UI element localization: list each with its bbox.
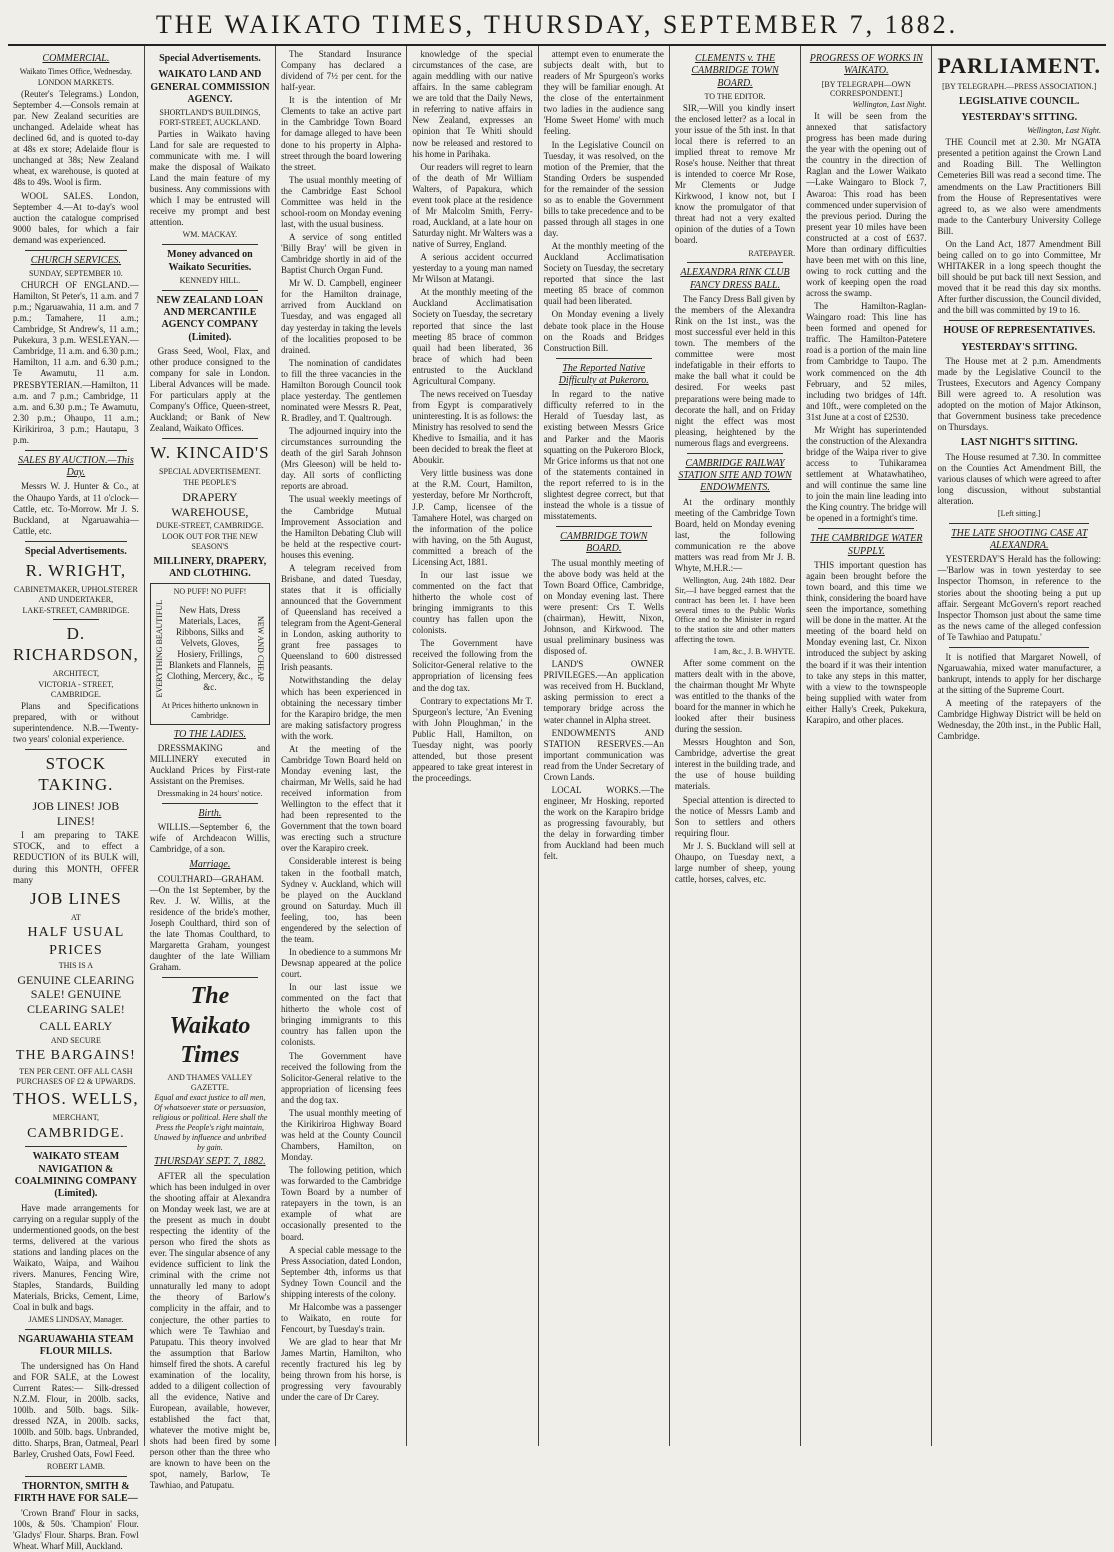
divider	[162, 244, 258, 245]
divider	[162, 803, 258, 804]
letter-body: SIR,—Will you kindly insert the enclosed letter? as a local in your issue of the 5th inst. In that local there is referred to an implied threat to remove Mr Rose's house. Neither that threat is intended to coerce Mr Rose, Mr Clements or Judge Kirkwood, I know not, but I know the promulgator of that threat had not a very exalted opinion of the duties of a Town board.	[674, 102, 796, 246]
new-goods: New Hats, Dress Materials, Laces, Ribbons, Silks and Velvets, Gloves, Hosiery, Frillings, Blankets and Flannels, Clothing, Mercery, &c., &c.	[166, 604, 253, 693]
cable-item: A special cable message to the Press Association, dated London, September 4th, informs us that Sydney Town Council and the shipping interests of the colony.	[281, 1244, 402, 1299]
buckland-item: Mr J. S. Buckland will sell at Ohaupo, on Tuesday next, a large number of sheep, young cattle, horses, calves, etc.	[674, 840, 796, 884]
column-3	[276, 46, 407, 1446]
water-body: THIS important question has again been brought before the town board, and this time we think, considering the board have seen the importance, something will be done in the matter. At the meeting of the board held on Monday evening last, Cr. Nixon introduced the subject by asking the board if it was their intention to take any steps in this matter, with a view to the townspeople being supplied with water from either Hally's Creek, Pukekura, Karapiro, and other places.	[806, 559, 927, 725]
progress-dateline: Wellington, Last Night.	[852, 100, 927, 110]
wells-town: CAMBRIDGE.	[27, 1126, 125, 1142]
meeting-item: At the monthly meeting of the Auckland Acclimatisation Society on Tuesday, the secretary reported that since the last meeting 85 brace of common quail had been liberated, 36 brace of which had been entrusted to the Auckland Agricultural Company.	[412, 287, 533, 386]
motto: Equal and exact justice to all men, Of whatsoever state or persuasion, religious or political. Here shall the Press the People's right maintain, Unawed by influence and unbribed by gain.	[152, 1093, 268, 1152]
wells-name: THOS. WELLS,	[13, 1089, 139, 1109]
prices-note: At Prices hitherto unknown in Cambridge.	[161, 700, 259, 720]
lc-heading: LEGISLATIVE COUNCIL.	[959, 95, 1080, 107]
nzlm-body: Grass Seed, Wool, Flax, and other produce consigned to the company for sale in London. Liberal Advances will be made. For particulars apply at the Company's Office, Queen-street, Auckland; or Bank of New Zealand, Waikato Offices.	[149, 345, 271, 434]
job-lines: JOB LINES	[30, 888, 122, 908]
special-ads-heading: Special Advertisements.	[159, 53, 261, 64]
thornton-body: 'Crown Brand' Flour in sacks, 100s, & 50s. 'Champion' Flour. 'Gladys' Flour. Sharps. Bran. Fowl Wheat. Wharf Mill, Auckland.	[13, 1507, 139, 1551]
adjourned-item: The adjourned inquiry into the circumstances surrounding the death of the girl Sarah Johnson (Mrs Gleeson) will be held to-day. All sorts of conflicting reports are abroad.	[281, 426, 402, 492]
kennedy-hill: KENNEDY HILL.	[179, 275, 241, 285]
divider	[25, 1146, 127, 1147]
nowell-item: It is notified that Margaret Nowell, of Ngaruawahia, mixed water manufacturer, a bankrupt, intends to apply for her discharge at the sitting of the Supreme Court.	[937, 651, 1102, 696]
ladies-heading: TO THE LADIES.	[173, 728, 247, 740]
hughes-item: Messrs Houghton and Son, Cambridge, advertise the great interest in the building trade, and the use of house building materials.	[674, 737, 796, 792]
divider	[556, 526, 652, 527]
by-telegraph: [BY TELEGRAPH.—PRESS ASSOCIATION.]	[942, 82, 1097, 92]
divider	[53, 619, 99, 620]
richardson-body: Plans and Specifications prepared, with or without superintendence. N.B.—Twenty-two years' colonial experience.	[13, 700, 139, 744]
call-early: CALL EARLY	[39, 1018, 113, 1033]
delay-item: Notwithstanding the delay which has been experienced in obtaining the necessary timber for the Karapiro bridge, the men are making satisfactory progress with the work.	[281, 675, 402, 741]
birth-body: WILLIS.—September 6, the wife of Archdeacon Willis, Cambridge, of a son.	[149, 822, 271, 855]
and-secure: AND SECURE	[50, 1035, 101, 1045]
duke-street: DUKE-STREET, CAMBRIDGE.	[156, 521, 264, 531]
last-night-body: The House resumed at 7.30. In committee on the Counties Act Amendment Bill, the various clauses of which were agreed to after long discussion, without substantial alteration.	[937, 451, 1102, 506]
editorial: AFTER all the speculation which has been indulged in over the shooting affair at Alexandra on Monday week last, we are at the present as much in doubt respecting the identity of the person who fired the shots as ever. The singular absence of any evidence sufficient to link the criminal with the crime not unnaturally led many to adopt the theory of Barlow's complicity in the affair, and to conjecture, the other parties to which were Te Tawhiao and Patupatu. This theory involved the assumption that Barlow himself fired the shots. A careful examination of the locality, added to a diligent collection of all the evidence, Native and European, available, however, established the fact that, whatever the motive might be, shots had been fired by some person other than the three who are known to have been on the spot, namely, Barlow, Te Tawhiao, and Patupatu.	[149, 1170, 271, 1491]
insurance-item: The Standard Insurance Company has declared a dividend of 7½ per cent. for the half-year.	[281, 49, 402, 93]
side-label-right: NEW AND CHEAP	[256, 616, 266, 682]
pirongia-heading: The Reported Native Difficulty at Pukeroro.	[558, 362, 649, 386]
column-2	[145, 46, 276, 1491]
water-heading: THE CAMBRIDGE WATER SUPPLY.	[810, 533, 923, 557]
divider	[556, 358, 652, 359]
business-item: Very little business was done at the R.M. Court, Hamilton, yesterday, before Mr Northcroft, J.P. Camp, licensee of the Tamahere Hotel, was charged on the information of the police with having, on the 5th August, committed a breach of the Licensing Act, 1881.	[412, 468, 533, 567]
by-telegraph: [BY TELEGRAPH—OWN CORRESPONDENT.]	[821, 79, 911, 99]
drapery: DRAPERY WAREHOUSE,	[171, 489, 249, 519]
hor-yesterday: YESTERDAY'S SITTING.	[961, 341, 1078, 353]
lc-dateline: Wellington, Last Night.	[1027, 126, 1102, 136]
highway-item: A meeting of the ratepayers of the Cambridge Highway District will be held on Wednesday, the 20th inst., in the Public Hall, Cambridge.	[937, 698, 1102, 742]
divider	[818, 528, 914, 529]
telegram-item: A telegram received from Brisbane, and dated Tuesday, states that it is officially announced that the Government of Queensland has received a telegram from the Agent-General in London, asking authority to grant free passages to Queensland to 600 distressed Irish peasants.	[281, 562, 402, 673]
genuine-sale: GENUINE CLEARING SALE! GENUINE CLEARING SALE!	[17, 972, 135, 1017]
progress-body-2: The Hamilton-Raglan-Waingaro road: This line has been formed and opened for traffic. The Hamilton-Patetere road is a portion of the main line from Cambridge to Taupo. The work commenced on the 4th February, and 52 miles, including two bridges of 14ft. and 10ft., were completed on the 31st June at a cost of £2530.	[806, 301, 927, 422]
lc-body-2: On the Land Act, 1877 Amendment Bill being called on to go into Committee, Mr WHITAKER in a long speech thought the bill should be put back till next Session, and moved that it be read this day six months. After further discussion, the Council divided, and the bill was committed by 19 to 16.	[937, 238, 1102, 316]
column-1	[8, 46, 145, 1551]
debating-item: The usual weekly meetings of the Cambridge Mutual Improvement Association and the Hamilton Debating Club will be held at the respective court-houses this evening.	[281, 494, 402, 560]
sales-body: Messrs W. J. Hunter & Co., at the Ohaupo Yards, at 11 o'clock—Cattle, etc. To-Morrow. Mr J. S. Buckland, at Ngaruawahia—Cattle, etc.	[13, 481, 139, 536]
columns	[8, 46, 1106, 1551]
interest-item: Considerable interest is being taken in the football match, Sydney v. Auckland, which will be played on the Auckland ground on Saturday. Much ill feeling, too, has been engendered by the selection of the team.	[281, 856, 402, 944]
job-lines-banner: JOB LINES! JOB LINES!	[32, 798, 120, 828]
lindsay-signature: JAMES LINDSAY, Manager.	[28, 1315, 124, 1325]
agency-body: Parties in Waikato having Land for sale are requested to communicate with me. I will make the disposal of Waikato Land the main feature of my business. Any commissions with which I may be entrusted will receive my prompt and best attention.	[149, 128, 271, 228]
meeting-item: At the monthly meeting of the Auckland Acclimatisation Society on Tuesday, the secretary reported that since the last meeting 85 brace of common quail had been liberated.	[543, 241, 664, 307]
special-ads-heading: Special Advertisements.	[25, 545, 127, 557]
divider	[162, 438, 258, 439]
millinery: MILLINERY, DRAPERY, AND CLOTHING.	[153, 555, 267, 580]
divider	[949, 523, 1089, 524]
at-label: AT	[70, 912, 81, 922]
wells-trade: MERCHANT,	[52, 1113, 100, 1123]
commercial-body: (Reuter's Telegrams.) London, September 4.—Consols remain at par. New Zealand securities are unchanged. Adelaide wheat has declined 6d, and is quoted to-day at 48s ex store; Adelaide flour is unchanged at 38s; New Zealand wheat, ex warehouse, is quoted at 48s to 49s. Wool is firm.	[13, 88, 139, 188]
left-sitting: [Left sitting.]	[997, 508, 1041, 518]
nzlm-heading: NEW ZEALAND LOAN AND MERCANTILE AGENCY COMPANY (Limited).	[156, 294, 264, 343]
divider	[162, 290, 258, 291]
published-item: The news received on Tuesday from Egypt is comparatively uninteresting. It is as follows: the Ministry has resolved to send the Khedive to Ismailia, and it has been decided to break the fleet at Aboukir.	[412, 388, 533, 466]
glad-item: We are glad to hear that Mr James Martin, Hamilton, who recently fractured his leg by being thrown from his horse, is progressing very favourably under the care of Dr Carey.	[281, 1337, 402, 1403]
divider	[162, 977, 258, 978]
this-is-a: THIS IS A	[58, 960, 93, 970]
divider	[25, 749, 127, 750]
local-works-item: LOCAL WORKS.—The engineer, Mr Hosking, reported the work on the Karapiro bridge as progressing favourably, but the delay in forwarding timber from Auckland had been much felt.	[543, 784, 664, 862]
clements-heading: CLEMENTS v. THE CAMBRIDGE TOWN BOARD.	[691, 53, 779, 89]
rink-heading: ALEXANDRA RINK CLUB FANCY DRESS BALL.	[680, 267, 790, 291]
whyte-letter: Wellington, Aug. 24th 1882. Dear Sir,—I have begged earnest that the contract has been let. I have been several times to the Public Works Office and to the Minister in regard to the station site and other matters affecting the town.	[674, 576, 796, 645]
kincaid-sub: SPECIAL ADVERTISEMENT.	[159, 467, 261, 477]
church-body: CHURCH OF ENGLAND.—Hamilton, St Peter's, 11 a.m. and 7 p.m.; Ngaruawahia, 11 a.m. and 7 p.m.; Tamahere, 11 a.m.; Cambridge, St Andrew's, 11 a.m.; Pukekura, 3 p.m. WESLEYAN.—Cambridge, 11 a.m. and 6.30 p.m.; Hamilton, 11 a.m. and 6.30 p.m.; Te Awamutu, 11 a.m. PRESBYTERIAN.—Hamilton, 11 a.m. and 7 p.m.; Cambridge, 11 a.m. and 6.30 p.m.; Te Awamutu, 2.30 p.m.; Ohaupo, 11 a.m.; Kirikiriroa, 3 p.m.; Hautapu, 3 p.m.	[13, 279, 139, 445]
to-editor: TO THE EDITOR.	[704, 91, 766, 101]
commercial-sub: LONDON MARKETS.	[37, 78, 114, 88]
lookout: LOOK OUT FOR THE NEW SEASON'S	[162, 532, 258, 552]
commercial-heading: COMMERCIAL.	[42, 53, 110, 64]
masthead-title: THE WAIKATO TIMES, THURSDAY, SEPTEMBER 7, 1882.	[8, 8, 1106, 46]
half-prices: HALF USUAL PRICES	[27, 925, 125, 958]
discount: TEN PER CENT. OFF ALL CASH PURCHASES OF £2 & UPWARDS.	[16, 1066, 136, 1086]
progress-heading: PROGRESS OF WORKS IN WAIKATO.	[809, 53, 923, 77]
nameplate: The Waikato Times	[169, 983, 251, 1069]
richardson-address: VICTORIA - STREET, CAMBRIDGE.	[38, 680, 114, 699]
mills-body: The undersigned has On Hand and FOR SALE, at the Lowest Current Rates:— Silk-dressed N.Z.M. Flour, in 200lb. sacks, 100lb. and 50lb. bags. Silk-dressed NZA, in 200lb. sacks, 100lb. and 50lb. bags. Unbranded, ditto. Sharps, Bran, Oatmeal, Pearl Barley, Crushed Oats, Fowl Feed.	[13, 1360, 139, 1460]
divider	[687, 262, 783, 263]
newspaper-page	[8, 8, 1106, 1551]
sales-heading: SALES BY AUCTION.—This Day.	[18, 454, 134, 479]
nameplate-sub: AND THAMES VALLEY GAZETTE.	[167, 1072, 253, 1092]
column-8	[932, 46, 1106, 1446]
nominations-item: The nomination of candidates to fill the three vacancies in the Hamilton Borough Council took place yesterday. The gentlemen nominated were Messrs R. Peat, R. Bradley, and T. Qualtrough.	[281, 357, 402, 423]
richardson-trade: ARCHITECT,	[52, 669, 100, 679]
money-heading: Money advanced on Waikato Securities.	[167, 249, 253, 273]
richardson-name: D. RICHARDSON,	[13, 624, 139, 665]
bargains: THE BARGAINS!	[15, 1048, 136, 1064]
rink-body: The Fancy Dress Ball given by the members of the Alexandra Rink on the 1st inst., was the most successful ever held in this town. The members of the committee were most indefatigable in their efforts to make the ball what it could be desired. For weeks past preparations were being made to decorate the hall, and on Friday night the effect was most pleasing, heightened by the numerous flags and evergreens.	[674, 293, 796, 448]
marriage-body: COULTHARD—GRAHAM.—On the 1st September, by the Rev. J. W. Willis, at the residence of the bride's mother, Joseph Coulthard, third son of the late Thomas Coulthard, to Margaretta Graham, youngest daughter of the late William Graham.	[149, 873, 271, 973]
dateline: THURSDAY SEPT. 7, 1882.	[154, 1156, 266, 1168]
petition-item: The following petition, which was forwarded to the Cambridge Town Board by a number of ratepayers in the town, is an example of what are occasionally presented to the board.	[281, 1165, 402, 1242]
cambridge-meeting-item: At the meeting of the Cambridge Town Board held on Monday evening last, the chairman, Mr Wells, said he had received information from Wellington to the effect that it had been represented to the Government that the town board was erecting such a structure over the Karapiro creek.	[281, 743, 402, 854]
obedience-item: In obedience to a summons Mr Dewsnap appeared at the police court.	[281, 946, 402, 980]
new-goods-box	[150, 583, 270, 724]
side-label-left: EVERYTHING BEAUTIFUL	[154, 600, 164, 698]
column-7	[801, 46, 932, 1446]
contrary-item: Contrary to expectations Mr T. Spurgeon's lecture, 'An Evening with John Ploughman,' in the Public Hall, Hamilton, on Tuesday night, was poorly attended, but those present appeared to take great interest in the proceedings.	[412, 695, 533, 783]
progress-body-3: Mr Wright has superintended the construction of the Alexandra bridge of the Waipa river to give access to Tuhikaramea settlement at Whatawhatiheo, and will continue the same line to join the main line leading into the King country. The bridge will be opened in a fortnight's time.	[806, 424, 927, 524]
whyte-signature: I am, &c., J. B. WHYTE.	[713, 646, 796, 656]
wool-sales: WOOL SALES. London, September 4.—At to-day's wool auction the catalogue comprised 9000 bales, for which a fair demand was experienced.	[13, 190, 139, 245]
lc-body: THE Council met at 2.30. Mr NGATA presented a petition against the Crown Land and Roading Bill. The Wellington Cemeteries Bill was read a second time. The amendments on the Law Practitioners Bill from the House of Representatives were agreed to, as we also were amendments made to the Canterbury University College Bill.	[937, 137, 1102, 236]
ctb-heading: CAMBRIDGE TOWN BOARD.	[560, 531, 648, 555]
clements-item: It is the intention of Mr Clements to take an active part in the Cambridge Town Board for damage alleged to have been done to his property in Alpha-street through the board lowering the street.	[281, 95, 402, 172]
government-item: The Government have received the following from the Solicitor-General relative to the appropriation of licensing fees and the dog tax.	[412, 638, 533, 693]
divider	[25, 450, 127, 451]
after-item: After some comment on the matters dealt with in the above, the chairman thought Mr Whyte was entitled to the thanks of the board for the manner in which he looked after their business during the session.	[674, 657, 796, 735]
last-issue-item: In our last issue we commented on the fact that hitherto the whole cost of bringing immigrants to this country has fallen upon the colonists.	[412, 569, 533, 636]
letter-signature: RATEPAYER.	[748, 248, 796, 258]
accident-item: A serious accident occurred yesterday to a young man named Mr Wilson at Matangi.	[412, 252, 533, 285]
column-4	[407, 46, 538, 1446]
dressmaking-note: Dressmaking in 24 hours' notice.	[157, 789, 263, 799]
lc-yesterday: YESTERDAY'S SITTING.	[961, 112, 1078, 124]
agency-address: SHORTLAND'S BUILDINGS, FORT-STREET, AUCKLAND.	[159, 108, 261, 128]
halcombe-item: Mr Halcombe was a passenger to Waikato, en route for Fencourt, by Tuesday's train.	[281, 1301, 402, 1334]
wright-name: R. WRIGHT,	[25, 561, 127, 581]
agency-signature: WM. MACKAY.	[182, 230, 238, 240]
lands-item: LAND'S OWNER PRIVILEGES.—An application was received from H. Buckland, asking permission to erect a temporary bridge across the water channel in Alpha street.	[543, 659, 664, 725]
thornton-heading: THORNTON, SMITH & FIRTH HAVE FOR SALE—	[14, 1480, 138, 1505]
hor-heading: HOUSE OF REPRESENTATIVES.	[943, 325, 1096, 337]
peoples: THE PEOPLE'S	[183, 478, 237, 488]
steam-body: Have made arrangements for carrying on a regular supply of the undermentioned goods, on the best terms, delivered at the various stations and landing places on the Waikato, Waipa, and Waihou rivers. Manures, Fencing Wire, Staples, Standards, Building Materials, Bricks, Cement, Lime, Coal in bulk and bags.	[13, 1202, 139, 1313]
campbell-item: Mr W. D. Campbell, engineer for the Hamilton drainage, arrived from Auckland on Tuesday, and was engaged all day yesterday in taking the levels of the localities proposed to be drained.	[281, 278, 402, 355]
stock-body: I am preparing to TAKE STOCK, and to effect a REDUCTION of its BULK will, during this MONTH, OFFER many	[13, 830, 139, 885]
debate-item: On Monday evening a lively debate took place in the House on the Roads and Bridges Construction Bill.	[543, 309, 664, 353]
divider	[25, 250, 127, 251]
no-puff: NO PUFF! NO PUFF!	[173, 587, 247, 597]
lamb-signature: ROBERT LAMB.	[46, 1462, 105, 1472]
special-item: Special attention is directed to the notice of Messrs Lamb and Son to settlers and others requiring flour.	[674, 794, 796, 838]
kincaid-name: W. KINCAID'S	[150, 443, 270, 463]
parliament-heading: PARLIAMENT.	[937, 53, 1102, 78]
mills-heading: NGARUAWAHIA STEAM FLOUR MILLS.	[18, 1333, 134, 1358]
readers-item: Our readers will regret to learn of the death of Mr William Walters, of Papakura, which event took place at the residence of Mr Malcolm Smith, Ferry-road, Auckland, at a late hour on Saturday night. Mr Walters was a native of Surrey, England.	[412, 161, 533, 250]
para-1: attempt even to enumerate the subjects dealt with, but to readers of Mr Spurgeon's works they will be familiar enough. At the close of the entertainment two ladies in the audience sang 'Home Sweet Home' with much feeling.	[543, 49, 664, 137]
divider	[687, 453, 783, 454]
railway-heading: CAMBRIDGE RAILWAY STATION SITE AND TOWN ENDOWMENTS.	[678, 457, 792, 494]
divider	[949, 647, 1089, 648]
stock-heading: STOCK TAKING.	[38, 754, 114, 794]
hor-body: The House met at 2 p.m. Amendments made by the Legislative Council to the Trustees, Executors and Agency Company Bill were agreed to. A resolution was adopted on the motion of Major Atkinson, that Government business take precedence on Thursdays.	[937, 355, 1102, 433]
birth-heading: Birth.	[198, 807, 222, 819]
last-issue-item: In our last issue we commented on the fact that hitherto the whole cost of bringing immigrants to this country has fallen upon the colonists.	[281, 982, 402, 1048]
church-heading: CHURCH SERVICES.	[30, 254, 122, 266]
agency-heading: WAIKATO LAND AND GENERAL COMMISSION AGENCY.	[150, 69, 270, 105]
wright-address: LAKE-STREET, CAMBRIDGE.	[22, 605, 130, 615]
church-date: SUNDAY, SEPTEMBER 10.	[28, 269, 123, 279]
last-night-heading: LAST NIGHT'S SITTING.	[960, 437, 1078, 449]
meeting-item: The usual monthly meeting of the Cambridge East School Committee was held in the school-room on Monday evening last, with the usual business.	[281, 174, 402, 229]
progress-body: It will be seen from the annexed that satisfactory progress has been made during the year with the opening out of the country in the direction of Raglan and the Lower Waikato—Lake Waingaro to Block 7, Awaroa: This road has been commenced under supervision of the previous period. During the present year 10 miles have been constructed at a cost of £637. More than ordinary difficulties have been met with on this line, owing to rock cutting and the work of keeping open the road across the swamp.	[806, 111, 927, 299]
column-6	[670, 46, 801, 1446]
steam-heading: WAIKATO STEAM NAVIGATION & COALMINING COMPANY (Limited).	[14, 1151, 138, 1200]
column-5	[539, 46, 670, 1446]
divider	[25, 1476, 127, 1477]
ctb-body: The usual monthly meeting of the above body was held at the Town Board Office, Cambridge, on Monday evening last. There were present: Crs T. Wells (chairman), Hewitt, Nixon, Johnson, and Kirkwood. The usual preliminary business was disposed of.	[543, 557, 664, 657]
para-1: knowledge of the special circumstances of the case, are again meddling with our native affairs. In the same cablegram we are told that the Daily News, in referring to native affairs in New Zealand, expresses an opinion that Te Whiti should now be released and restored to his home in Parihaka.	[412, 49, 533, 159]
wright-trade: CABINETMAKER, UPHOLSTERER AND UNDERTAKER,	[13, 585, 138, 604]
divider	[25, 541, 127, 542]
ladies-body: DRESSMAKING and MILLINERY executed in Auckland Prices by First-rate Assistant on the Premises.	[149, 742, 271, 786]
commercial-office: Waikato Times Office, Wednesday.	[19, 67, 133, 77]
govt-item: The Government have received the following from the Solicitor-General relative to the appropriation of licensing fees and the dog tax.	[281, 1050, 402, 1105]
pirongia-body: In regard to the native difficulty referred to in the Herald of Tuesday last, as existing between Messrs Grice and Parker and the Maoris squatting on the Pukeroro Block, Mr Grice informs us that not one of the statements contained in the report referred to is in the slightest degree correct, but that instead the whole is a tissue of misstatements.	[543, 389, 664, 521]
shooting-body: YESTERDAY'S Herald has the following:—'Barlow was in town yesterday to see Inspector Thomson, in reference to the stories about the shooting being a put up affair. Sergeant McGovern's report reached Inspector Thomson just about the same time as the news came of the alleged confession of Te Tawhiao and Patupatu.'	[937, 554, 1102, 642]
divider	[949, 320, 1089, 321]
endowments-item: ENDOWMENTS AND STATION RESERVES.—An important communication was read from the Under Secretary of Crown Lands.	[543, 727, 664, 782]
kirikiriroa-item: The usual monthly meeting of the Kirikiriroa Highway Board was held at the County Council Chambers, Hamilton, on Monday.	[281, 1107, 402, 1163]
service-item: A service of song entitled 'Billy Bray' will be given in Cambridge shortly in aid of the Baptist Church Organ Fund.	[281, 232, 402, 276]
divider	[25, 1329, 127, 1330]
marriage-heading: Marriage.	[189, 859, 231, 871]
shooting-heading: THE LATE SHOOTING CASE AT ALEXANDRA.	[951, 527, 1088, 552]
railway-body: At the ordinary monthly meeting of the Cambridge Town Board, held on Monday evening last, the following communication re the above matters was read from Mr J. B. Whyte, M.H.R.:—	[674, 496, 796, 574]
council-item: In the Legislative Council on Tuesday, it was resolved, on the motion of the Premier, that the Standing Orders be suspended for the remainder of the session so as to enable the Government bills to take precedence and to be passed through all stages in one day.	[543, 139, 664, 238]
